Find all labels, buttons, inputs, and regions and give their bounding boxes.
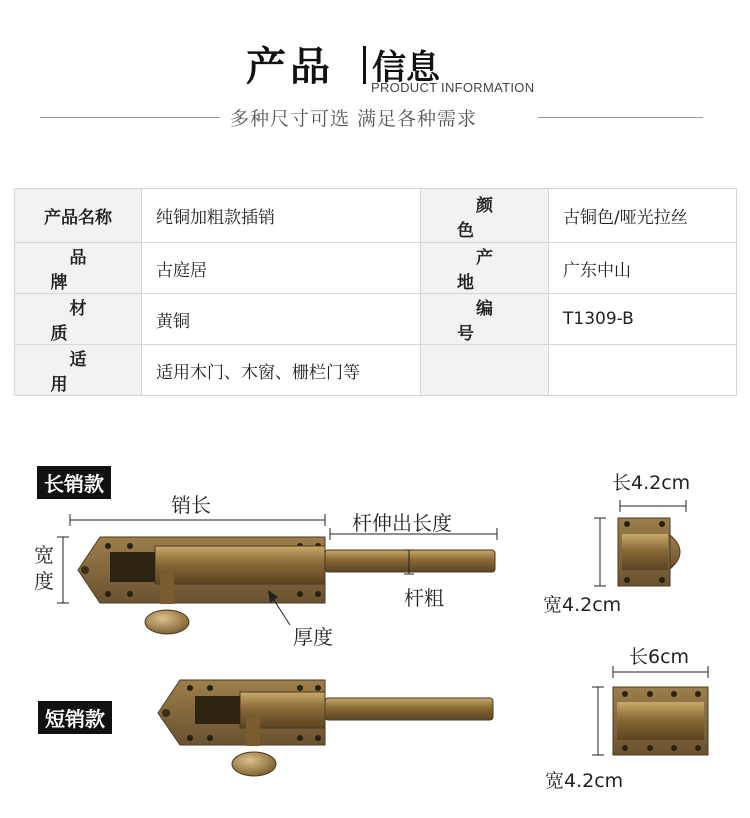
rod-thickness-label: 杆粗	[404, 586, 444, 610]
header-title-left: 产品	[246, 43, 334, 90]
spec-value: 黄铜	[142, 294, 421, 345]
spec-value: T1309-B	[549, 294, 737, 345]
keeper-long-image	[613, 687, 708, 755]
keeper-square-image	[618, 518, 680, 586]
thickness-label: 厚度	[293, 625, 333, 649]
long-bolt-tag: 长销款	[37, 466, 111, 499]
keeper-square-width-label: 宽4.2cm	[543, 594, 622, 616]
spec-label: 产品名称	[15, 189, 142, 243]
header-title-english: PRODUCT INFORMATION	[371, 80, 535, 95]
spec-label: 材质	[15, 294, 142, 345]
header-subtitle: 多种尺寸可选 满足各种需求	[230, 108, 478, 130]
short-bolt-image	[158, 680, 493, 776]
spec-label: 颜色	[421, 189, 549, 243]
spec-value: 纯铜加粗款插销	[142, 189, 421, 243]
width-label: 宽度	[34, 543, 54, 593]
spec-label: 产地	[421, 243, 549, 294]
rod-extension-label: 杆伸出长度	[352, 511, 452, 535]
keeper-long-width-label: 宽4.2cm	[545, 770, 624, 792]
spec-label: 品牌	[15, 243, 142, 294]
spec-label: 编号	[421, 294, 549, 345]
keeper-square-length-label: 长4.2cm	[612, 472, 691, 494]
short-bolt-tag: 短销款	[38, 701, 112, 734]
pin-length-label: 销长	[171, 493, 211, 517]
spec-value: 适用木门、木窗、栅栏门等	[142, 345, 421, 396]
spec-value: 广东中山	[549, 243, 737, 294]
header-title-right: 信息	[372, 48, 440, 88]
keeper-long-length-label: 长6cm	[629, 646, 690, 668]
spec-value: 古铜色/哑光拉丝	[549, 189, 737, 243]
spec-label: 适用	[15, 345, 142, 396]
spec-value: 古庭居	[142, 243, 421, 294]
